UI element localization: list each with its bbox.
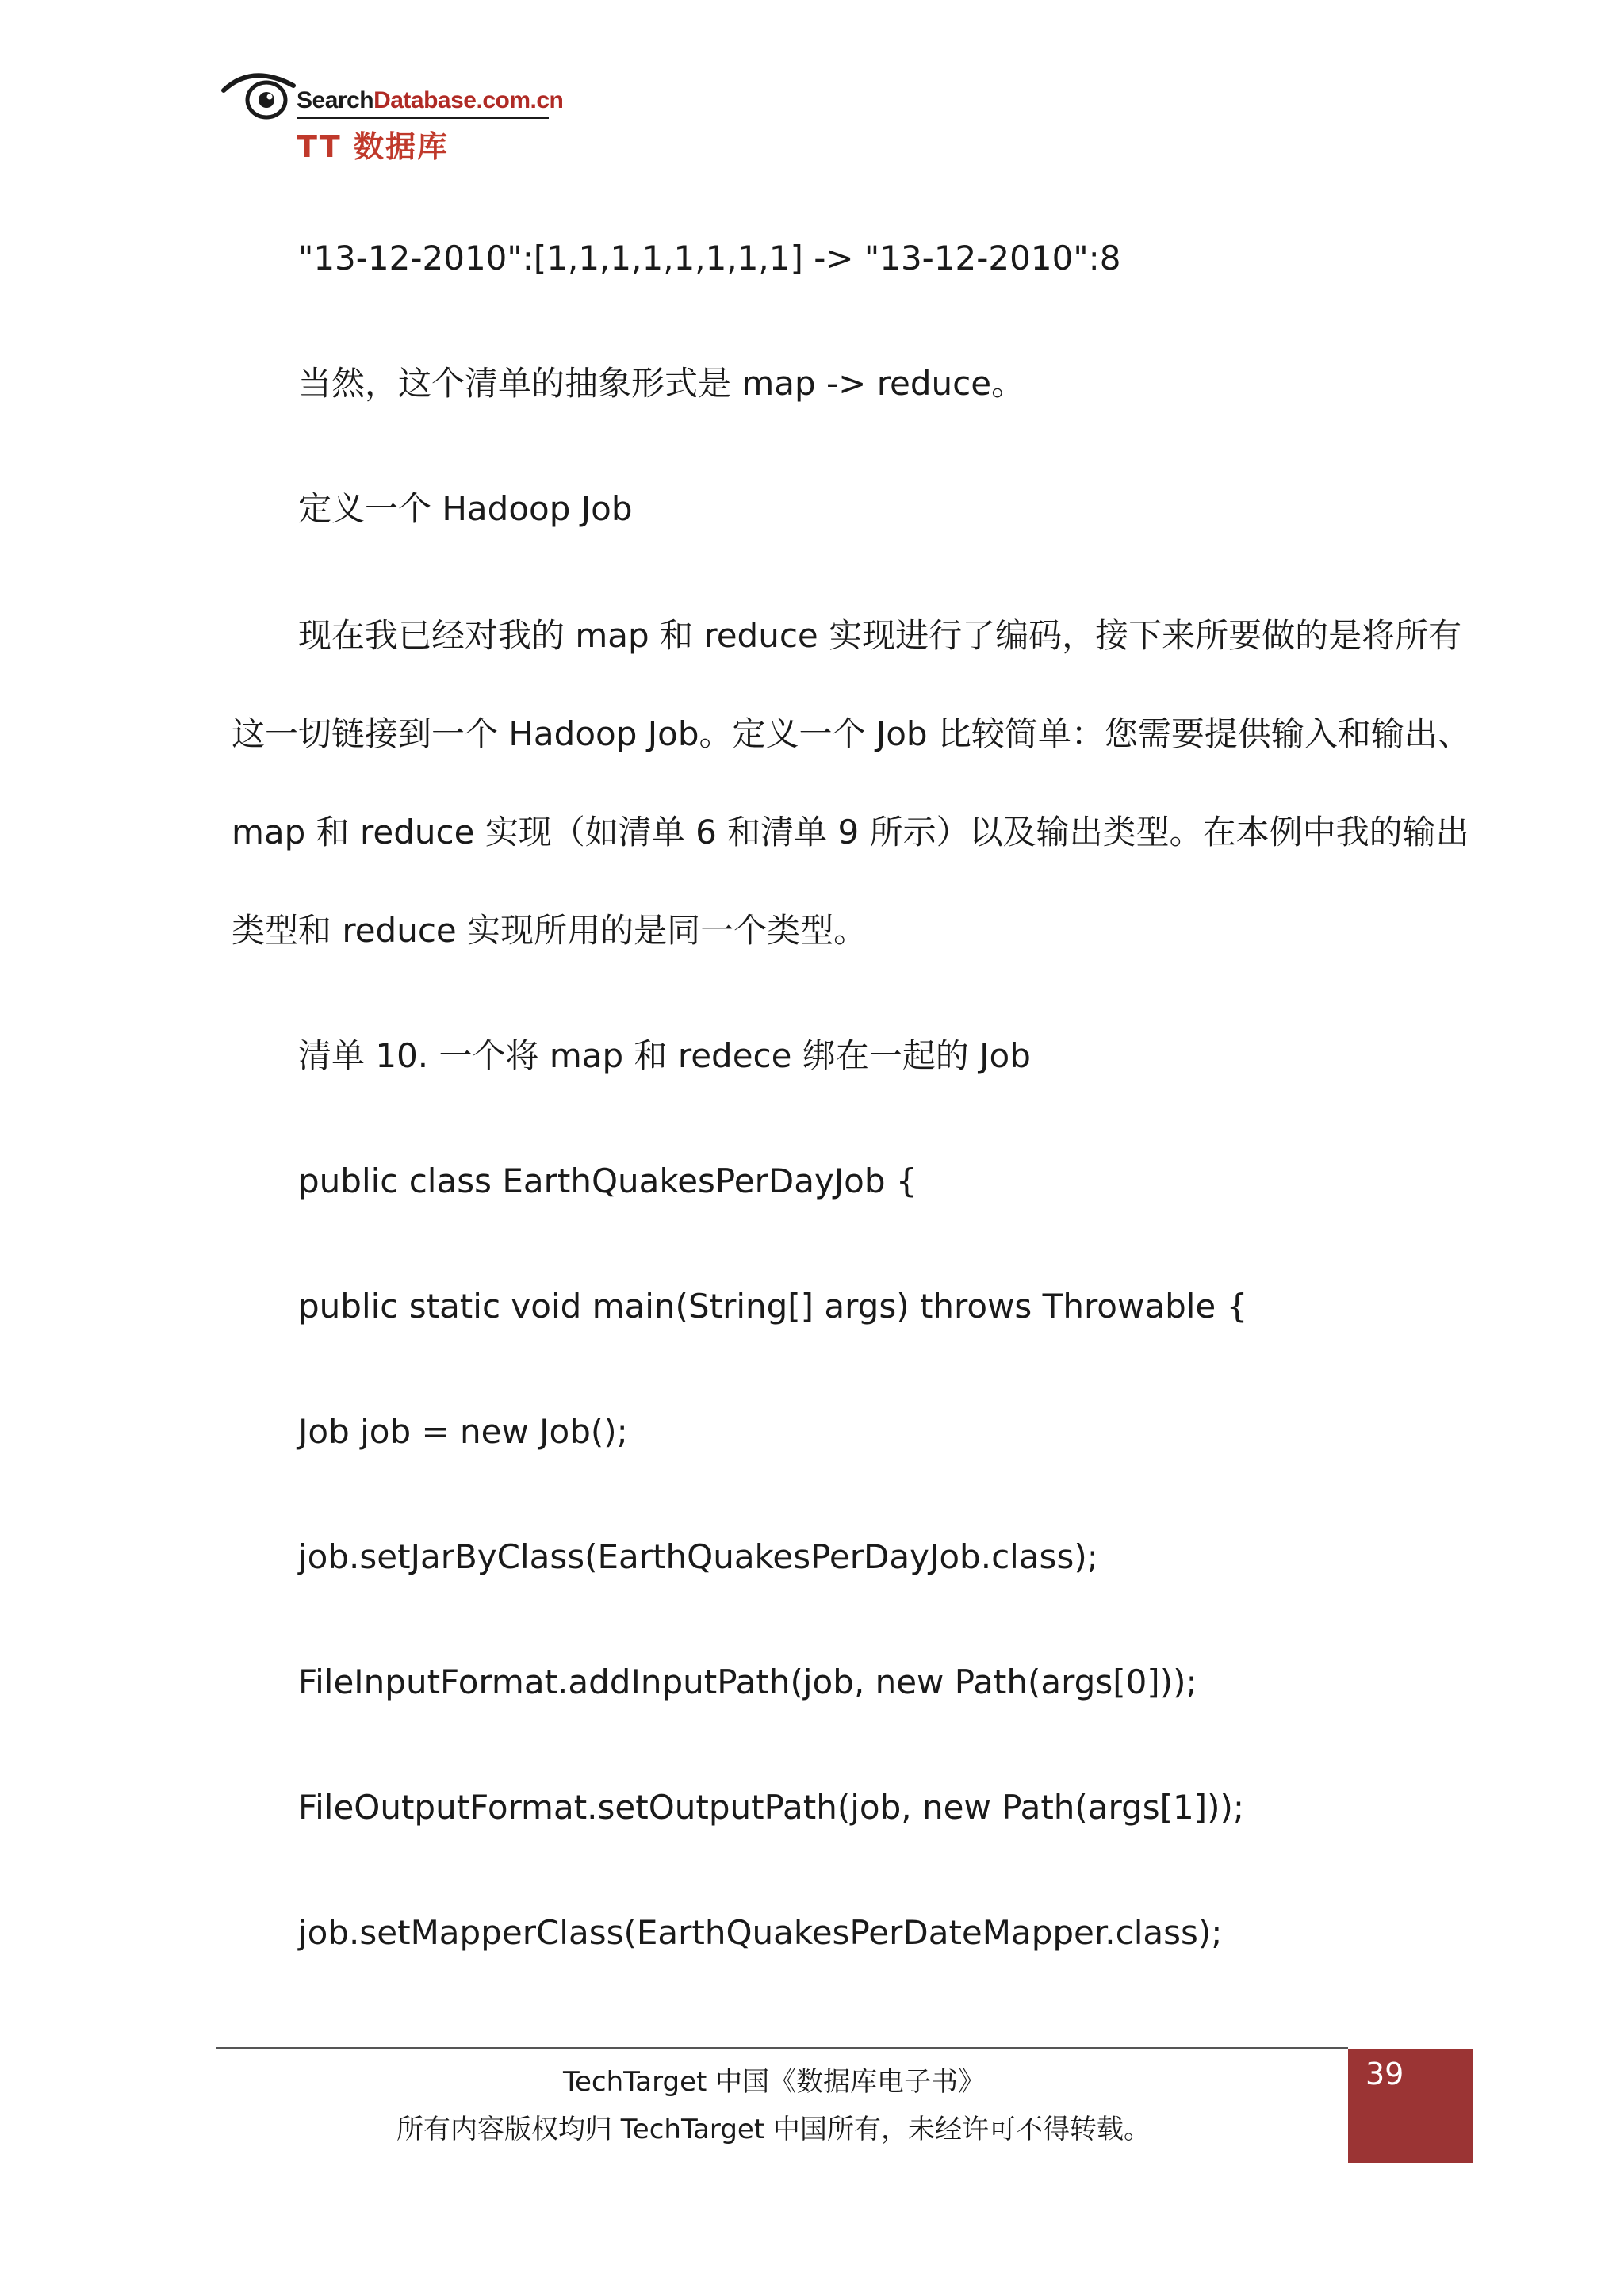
code-line-new-job: Job job = new Job();: [298, 1412, 628, 1451]
logo-domain-text: SearchDatabase.com.cn: [297, 87, 564, 113]
footer-publication-title: TechTarget 中国《数据库电子书》: [563, 2066, 986, 2098]
footer-copyright: 所有内容版权均归 TechTarget 中国所有，未经许可不得转载。: [396, 2114, 1151, 2145]
code-line-set-jar: job.setJarByClass(EarthQuakesPerDayJob.class);: [298, 1537, 1098, 1576]
listing-caption: 清单 10. 一个将 map 和 redece 绑在一起的 Job: [298, 1036, 1031, 1075]
code-line-class-decl: public class EarthQuakesPerDayJob {: [298, 1161, 917, 1200]
code-line-reduce-example: "13-12-2010":[1,1,1,1,1,1,1,1] -> "13-12-2010":8: [298, 239, 1121, 277]
paragraph-line-1: 现在我已经对我的 map 和 reduce 实现进行了编码，接下来所要做的是将所有: [298, 616, 1462, 655]
page-number-box: [1348, 2049, 1473, 2163]
code-line-main-decl: public static void main(String[] args) throws Throwable {: [298, 1287, 1248, 1326]
paragraph-line-2: 这一切链接到一个 Hadoop Job。定义一个 Job 比较简单：您需要提供输入和输出、: [232, 714, 1471, 753]
paragraph-abstract-form: 当然，这个清单的抽象形式是 map -> reduce。: [298, 364, 1025, 403]
paragraph-line-4: 类型和 reduce 实现所用的是同一个类型。: [232, 911, 868, 950]
eye-logo-icon: [220, 68, 300, 124]
code-line-input-path: FileInputFormat.addInputPath(job, new Path(args[0]));: [298, 1663, 1197, 1701]
paragraph-line-3: map 和 reduce 实现（如清单 6 和清单 9 所示）以及输出类型。在本例中我的输出: [232, 813, 1469, 851]
code-line-mapper-class: job.setMapperClass(EarthQuakesPerDateMapper.class);: [298, 1913, 1223, 1952]
logo-underline: [297, 117, 549, 119]
page-number: 39: [1365, 2057, 1404, 2091]
section-heading-define-job: 定义一个 Hadoop Job: [298, 489, 633, 528]
code-line-output-path: FileOutputFormat.setOutputPath(job, new Path(args[1]));: [298, 1788, 1245, 1827]
site-logo: [220, 68, 564, 164]
footer-divider: [216, 2047, 1348, 2049]
logo-cn-text: TT 数据库: [297, 129, 449, 164]
